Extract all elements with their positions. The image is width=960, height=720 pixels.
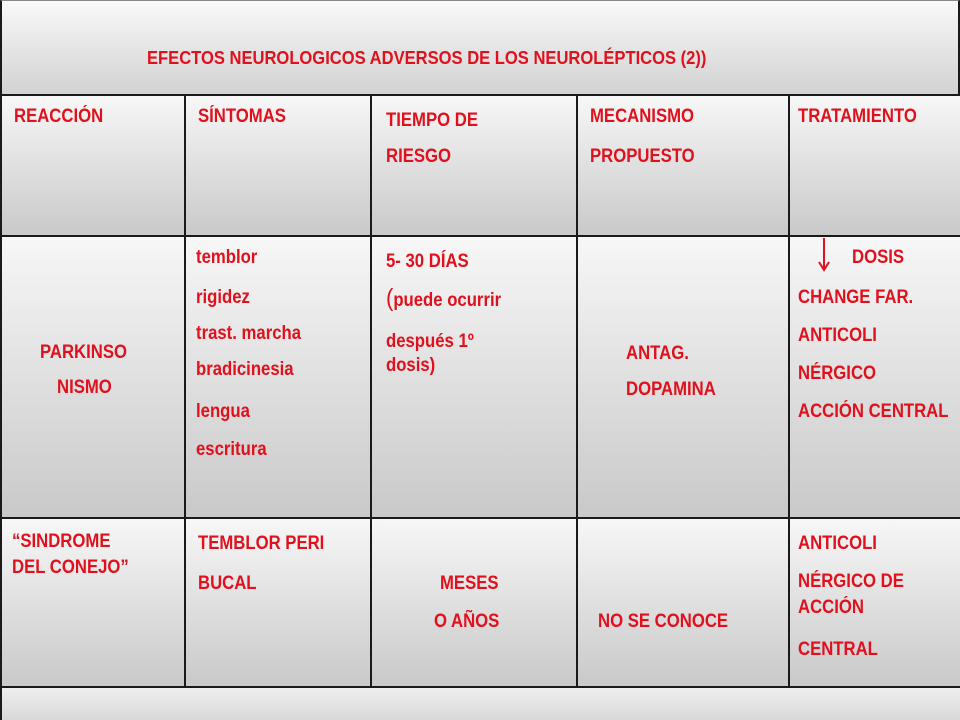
header-mecanismo-line1: MECANISMO	[590, 106, 695, 127]
header-cell-mecanismo	[578, 96, 790, 237]
row1-sintomas-cell	[186, 237, 372, 519]
arrow-down-icon	[818, 238, 830, 272]
row1-tratamiento-line5: ACCIÓN CENTRAL	[798, 401, 949, 422]
row2-tratamiento-line2: NÉRGICO DE	[798, 571, 904, 592]
row2-sintomas-line2: BUCAL	[198, 573, 257, 594]
row2-tratamiento-line1: ANTICOLI	[798, 533, 877, 554]
row1-tratamiento-line1: DOSIS	[852, 247, 905, 268]
header-cell-tiempo	[372, 96, 578, 237]
row2-sintomas-cell	[186, 519, 372, 688]
row2-tiempo-line2: O AÑOS	[434, 611, 500, 632]
row1-sintoma-3: trast. marcha	[196, 323, 302, 344]
header-cell-sintomas	[186, 96, 372, 237]
row1-sintoma-6: escritura	[196, 439, 267, 460]
title-cell	[0, 0, 960, 96]
row1-reaccion-cell	[0, 237, 186, 519]
header-tiempo-line1: TIEMPO DE	[386, 110, 478, 131]
row2-sintomas-line1: TEMBLOR PERI	[198, 533, 325, 554]
row1-tratamiento-line4: NÉRGICO	[798, 363, 877, 384]
row2-reaccion-line2: DEL CONEJO”	[12, 557, 129, 578]
header-tiempo-line2: RIESGO	[386, 146, 452, 167]
row2-tratamiento-line4: CENTRAL	[798, 639, 878, 660]
row2-reaccion-cell	[0, 519, 186, 688]
row1-tratamiento-cell	[790, 237, 960, 519]
header-mecanismo-line2: PROPUESTO	[590, 146, 695, 167]
header-cell-reaccion	[0, 96, 186, 237]
slide-title: EFECTOS NEUROLOGICOS ADVERSOS DE LOS NEUROLÉPTICOS (2))	[147, 48, 707, 68]
row1-sintoma-5: lengua	[196, 401, 250, 422]
row2-tratamiento-line3: ACCIÓN	[798, 597, 864, 618]
row1-sintoma-4: bradicinesia	[196, 359, 294, 380]
row1-sintoma-2: rigidez	[196, 287, 250, 308]
row1-reaccion-line2: NISMO	[57, 377, 112, 398]
row1-mecanismo-line1: ANTAG.	[626, 343, 689, 364]
header-tratamiento: TRATAMIENTO	[798, 106, 917, 127]
row1-tiempo-line2	[386, 284, 502, 312]
row1-tiempo-line4: dosis)	[386, 355, 436, 376]
row1-tiempo-line2-text: puede ocurrir	[393, 290, 502, 311]
row2-tratamiento-cell	[790, 519, 960, 688]
header-reaccion: REACCIÓN	[14, 106, 104, 127]
empty-bottom-row	[0, 688, 960, 720]
row2-tiempo-line1: MESES	[440, 573, 499, 594]
row1-tratamiento-line3: ANTICOLI	[798, 325, 877, 346]
row1-mecanismo-cell	[578, 237, 790, 519]
header-cell-tratamiento	[790, 96, 960, 237]
row1-tratamiento-line2: CHANGE FAR.	[798, 287, 914, 308]
row1-tiempo-line1: 5- 30 DÍAS	[386, 251, 469, 272]
row2-mecanismo-cell	[578, 519, 790, 688]
row1-sintoma-1: temblor	[196, 247, 258, 268]
row1-tiempo-paren: (	[386, 284, 394, 312]
row1-reaccion-line1: PARKINSO	[40, 342, 128, 363]
row1-tiempo-cell	[372, 237, 578, 519]
row2-reaccion-line1: “SINDROME	[12, 531, 111, 552]
row1-tiempo-line3: después 1º	[386, 331, 474, 352]
header-sintomas: SÍNTOMAS	[198, 106, 286, 127]
row2-tiempo-cell	[372, 519, 578, 688]
row2-mecanismo: NO SE CONOCE	[598, 611, 729, 632]
row1-mecanismo-line2: DOPAMINA	[626, 379, 716, 400]
